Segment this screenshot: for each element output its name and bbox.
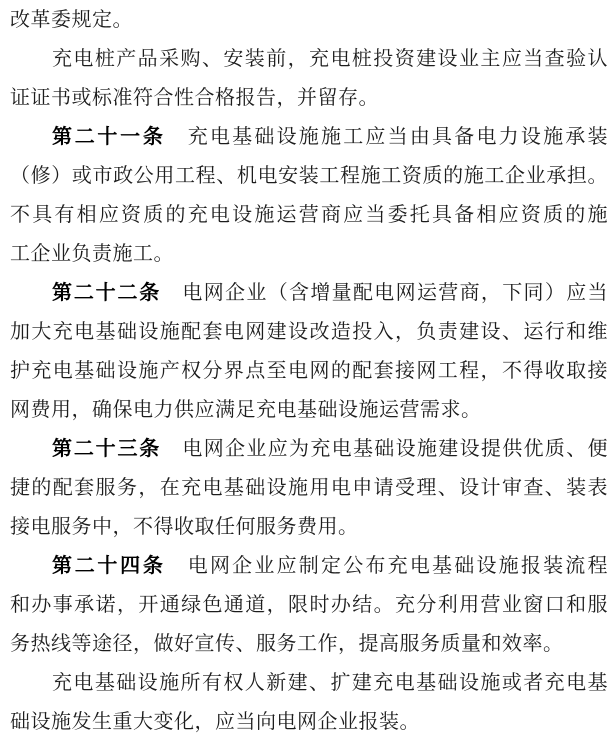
text-line bbox=[10, 430, 608, 469]
text-line bbox=[10, 118, 608, 157]
line-text: 电网企业应制定公布充电基础设施报装流程 bbox=[165, 555, 608, 577]
text-line bbox=[10, 625, 608, 664]
text-line bbox=[10, 352, 608, 391]
text-line bbox=[10, 469, 608, 508]
line-text: 捷的配套服务，在充电基础设施用电申请受理、设计审查、装表 bbox=[10, 477, 608, 499]
line-text: 加大充电基础设施配套电网建设改造投入，负责建设、运行和维 bbox=[10, 321, 608, 343]
text-line bbox=[10, 40, 608, 79]
article-number: 第二十三条 bbox=[52, 438, 162, 460]
line-text: 护充电基础设施产权分界点至电网的配套接网工程，不得收取接 bbox=[10, 360, 608, 382]
line-text: 充电桩产品采购、安装前，充电桩投资建设业主应当查验认 bbox=[52, 48, 608, 70]
line-text: 电网企业（含增量配电网运营商，下同）应当 bbox=[161, 282, 608, 304]
text-line bbox=[10, 79, 608, 118]
text-line bbox=[10, 508, 608, 547]
line-text: 不具有相应资质的充电设施运营商应当委托具备相应资质的施 bbox=[10, 204, 608, 226]
document-body bbox=[10, 1, 608, 742]
text-line bbox=[10, 586, 608, 625]
text-line bbox=[10, 274, 608, 313]
article-number: 第二十二条 bbox=[52, 282, 162, 304]
text-line bbox=[10, 196, 608, 235]
line-text: 网费用，确保电力供应满足充电基础设施运营需求。 bbox=[10, 399, 482, 421]
line-text: 和办事承诺，开通绿色通道，限时办结。充分利用营业窗口和服 bbox=[10, 594, 608, 616]
text-line bbox=[10, 157, 608, 196]
text-line bbox=[10, 1, 608, 40]
text-line bbox=[10, 235, 608, 274]
line-text: 电网企业应为充电基础设施建设提供优质、便 bbox=[161, 438, 608, 460]
text-line bbox=[10, 313, 608, 352]
line-text: 改革委规定。 bbox=[10, 9, 133, 31]
text-line bbox=[10, 664, 608, 703]
line-text: 础设施发生重大变化，应当向电网企业报装。 bbox=[10, 711, 420, 733]
line-text: 充电基础设施所有权人新建、扩建充电基础设施或者充电基 bbox=[52, 672, 608, 694]
article-number: 第二十四条 bbox=[52, 555, 166, 577]
line-text: 接电服务中，不得收取任何服务费用。 bbox=[10, 516, 359, 538]
line-text: 证证书或标准符合性合格报告，并留存。 bbox=[10, 87, 379, 109]
line-text: 充电基础设施施工应当由具备电力设施承装 bbox=[165, 126, 608, 148]
text-line bbox=[10, 703, 608, 742]
text-line bbox=[10, 547, 608, 586]
line-text: 务热线等途径，做好宣传、服务工作，提高服务质量和效率。 bbox=[10, 633, 564, 655]
line-text: （修）或市政公用工程、机电安装工程施工资质的施工企业承担。 bbox=[10, 165, 608, 187]
article-number: 第二十一条 bbox=[52, 126, 166, 148]
text-line bbox=[10, 391, 608, 430]
line-text: 工企业负责施工。 bbox=[10, 243, 174, 265]
